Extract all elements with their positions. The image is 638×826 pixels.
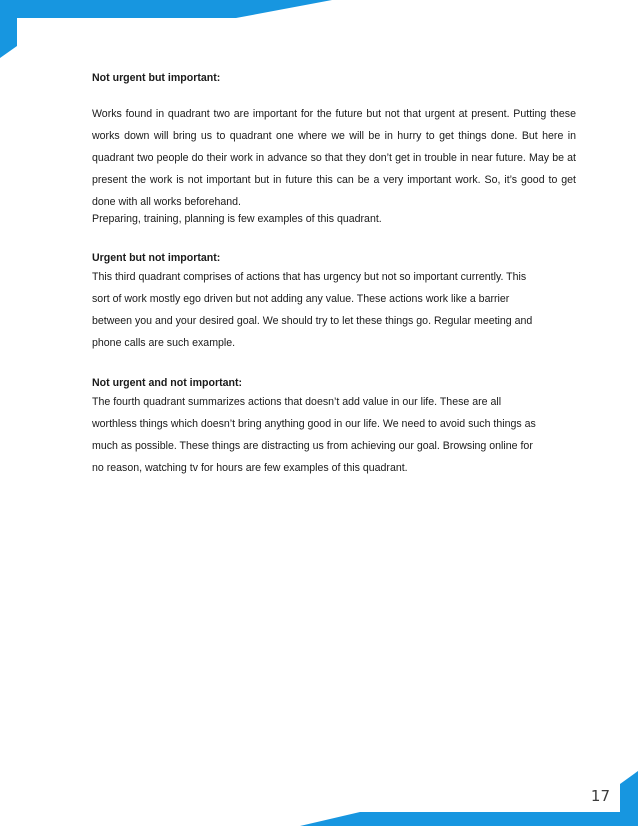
- document-body: [92, 70, 576, 479]
- paragraph-line: worthless things which doesn’t bring anything good in our life. We need to avoid such things as: [92, 418, 536, 430]
- section-paragraph-quadrant-three: [92, 266, 576, 354]
- paragraph-line: This third quadrant comprises of actions that has urgency but not so important currently. This: [92, 271, 527, 283]
- section-heading-not-urgent-important: Not urgent but important:: [92, 72, 221, 84]
- corner-accent-bottom-right: [300, 771, 638, 826]
- section-example-quadrant-two: Preparing, training, planning is few examples of this quadrant.: [92, 213, 382, 225]
- paragraph-line: much as possible. These things are distracting us from achieving our goal. Browsing online for: [92, 440, 533, 452]
- page-number: 17: [590, 787, 610, 805]
- corner-accent-top-left: [0, 0, 332, 58]
- paragraph-line: between you and your desired goal. We should try to let these things go. Regular meeting and: [92, 315, 533, 327]
- section-heading-not-urgent-not-important: Not urgent and not important:: [92, 377, 243, 389]
- section-paragraph-quadrant-two: Works found in quadrant two are important for the future but not that urgent at present. Putting these works down will bring us to quadrant one where we will be in hurry to get things done. But here in quadrant two people do their work in advance so that they don’t get in trouble in near future. May be at present the work is not important but in future this can be a very important work. So, it’s good to get done with all works beforehand.: [92, 108, 576, 208]
- paragraph-line: no reason, watching tv for hours are few examples of this quadrant.: [92, 462, 408, 474]
- section-paragraph-quadrant-four: [92, 391, 576, 479]
- paragraph-line: sort of work mostly ego driven but not adding any value. These actions work like a barrier: [92, 293, 510, 305]
- section-heading-urgent-not-important: Urgent but not important:: [92, 252, 221, 264]
- paragraph-line: The fourth quadrant summarizes actions that doesn’t add value in our life. These are all: [92, 396, 502, 408]
- paragraph-line: phone calls are such example.: [92, 337, 236, 349]
